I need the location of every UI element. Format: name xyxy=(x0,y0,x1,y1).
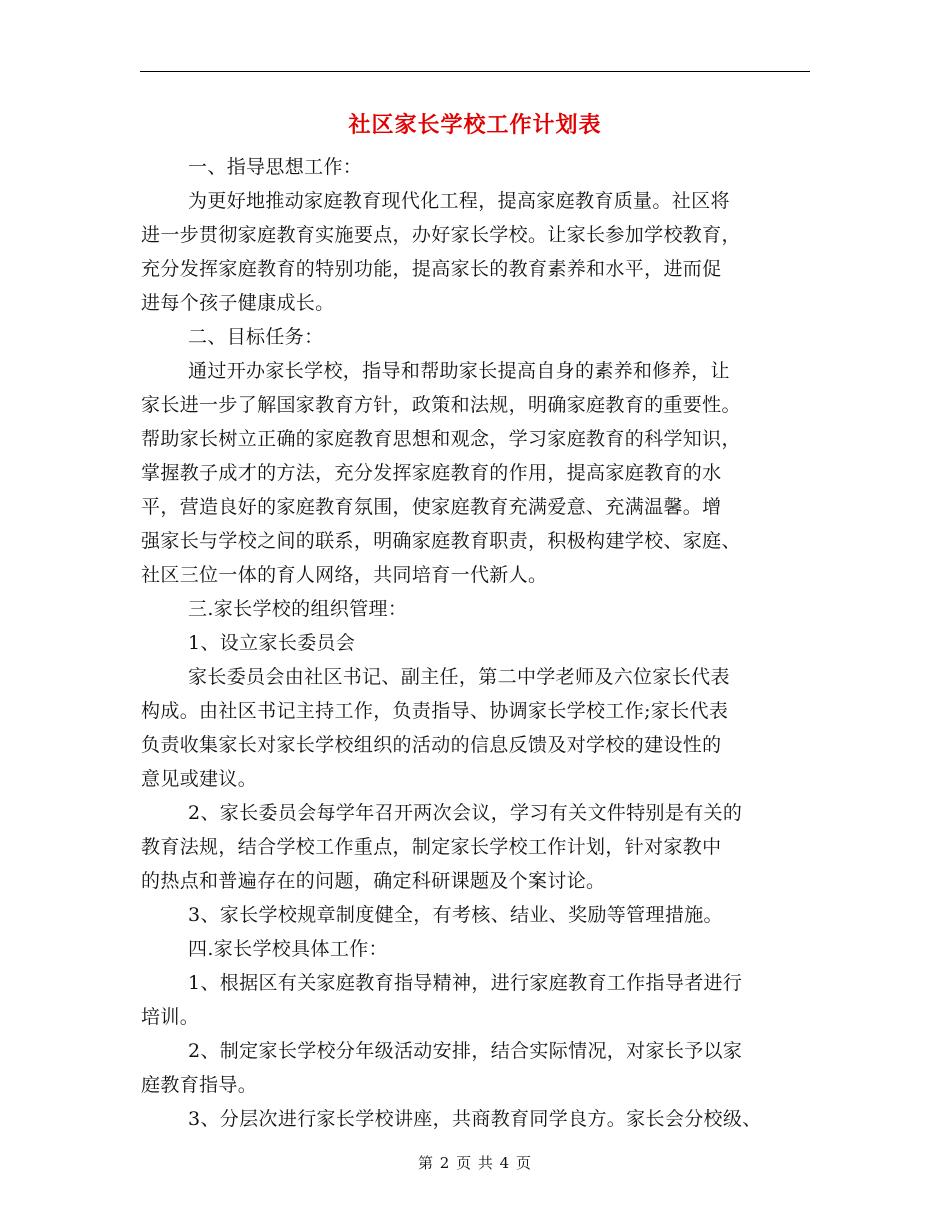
body-line: 帮助家长树立正确的家庭教育思想和观念，学习家庭教育的科学知识， xyxy=(141,428,741,450)
body-line: 构成。由社区书记主持工作，负责指导、协调家长学校工作;家长代表 xyxy=(141,700,729,722)
body-line: 三.家长学校的组织管理： xyxy=(188,598,408,620)
body-line: 2、家长委员会每学年召开两次会议，学习有关文件特别是有关的 xyxy=(188,802,743,824)
body-line: 充分发挥家庭教育的特别功能，提高家长的教育素养和水平，进而促 xyxy=(141,258,722,280)
body-line: 3、分层次进行家长学校讲座，共商教育同学良方。家长会分校级、 xyxy=(188,1108,762,1130)
body-line: 意见或建议。 xyxy=(141,768,258,790)
body-line: 通过开办家长学校，指导和帮助家长提高自身的素养和修养，让 xyxy=(188,360,730,382)
body-line: 四.家长学校具体工作： xyxy=(188,938,388,960)
page-number-footer: 第 2 页 共 4 页 xyxy=(418,1154,532,1172)
body-line: 家长委员会由社区书记、副主任，第二中学老师及六位家长代表 xyxy=(188,666,730,688)
body-line: 庭教育指导。 xyxy=(141,1074,258,1096)
body-line: 培训。 xyxy=(141,1006,200,1028)
body-line: 进每个孩子健康成长。 xyxy=(141,292,335,314)
body-line: 社区三位一体的育人网络，共同培育一代新人。 xyxy=(141,564,548,586)
body-line: 为更好地推动家庭教育现代化工程，提高家庭教育质量。社区将 xyxy=(188,190,730,212)
body-line: 进一步贯彻家庭教育实施要点，办好家长学校。让家长参加学校教育， xyxy=(141,224,741,246)
body-line: 一、指导思想工作： xyxy=(188,156,363,178)
body-line: 二、目标任务： xyxy=(188,326,324,348)
body-line: 2、制定家长学校分年级活动安排，结合实际情况，对家长予以家 xyxy=(188,1040,743,1062)
document-title: 社区家长学校工作计划表 xyxy=(348,113,602,138)
body-line: 的热点和普遍存在的问题，确定科研课题及个案讨论。 xyxy=(141,870,606,892)
body-line: 教育法规，结合学校工作重点，制定家长学校工作计划，针对家教中 xyxy=(141,836,722,858)
body-line: 掌握教子成才的方法，充分发挥家庭教育的作用，提高家庭教育的水 xyxy=(141,462,722,484)
header-rule xyxy=(140,71,810,72)
body-line: 1、设立家长委员会 xyxy=(188,632,356,654)
body-line: 平，营造良好的家庭教育氛围，使家庭教育充满爱意、充满温馨。增 xyxy=(141,496,722,518)
body-line: 强家长与学校之间的联系，明确家庭教育职责，积极构建学校、家庭、 xyxy=(141,530,741,552)
document-body xyxy=(141,150,811,1136)
body-line: 3、家长学校规章制度健全，有考核、结业、奖励等管理措施。 xyxy=(188,904,723,926)
body-line: 负责收集家长对家长学校组织的活动的信息反馈及对学校的建设性的 xyxy=(141,734,722,756)
body-line: 1、根据区有关家庭教育指导精神，进行家庭教育工作指导者进行 xyxy=(188,972,743,994)
body-line: 家长进一步了解国家教育方针，政策和法规，明确家庭教育的重要性。 xyxy=(141,394,741,416)
